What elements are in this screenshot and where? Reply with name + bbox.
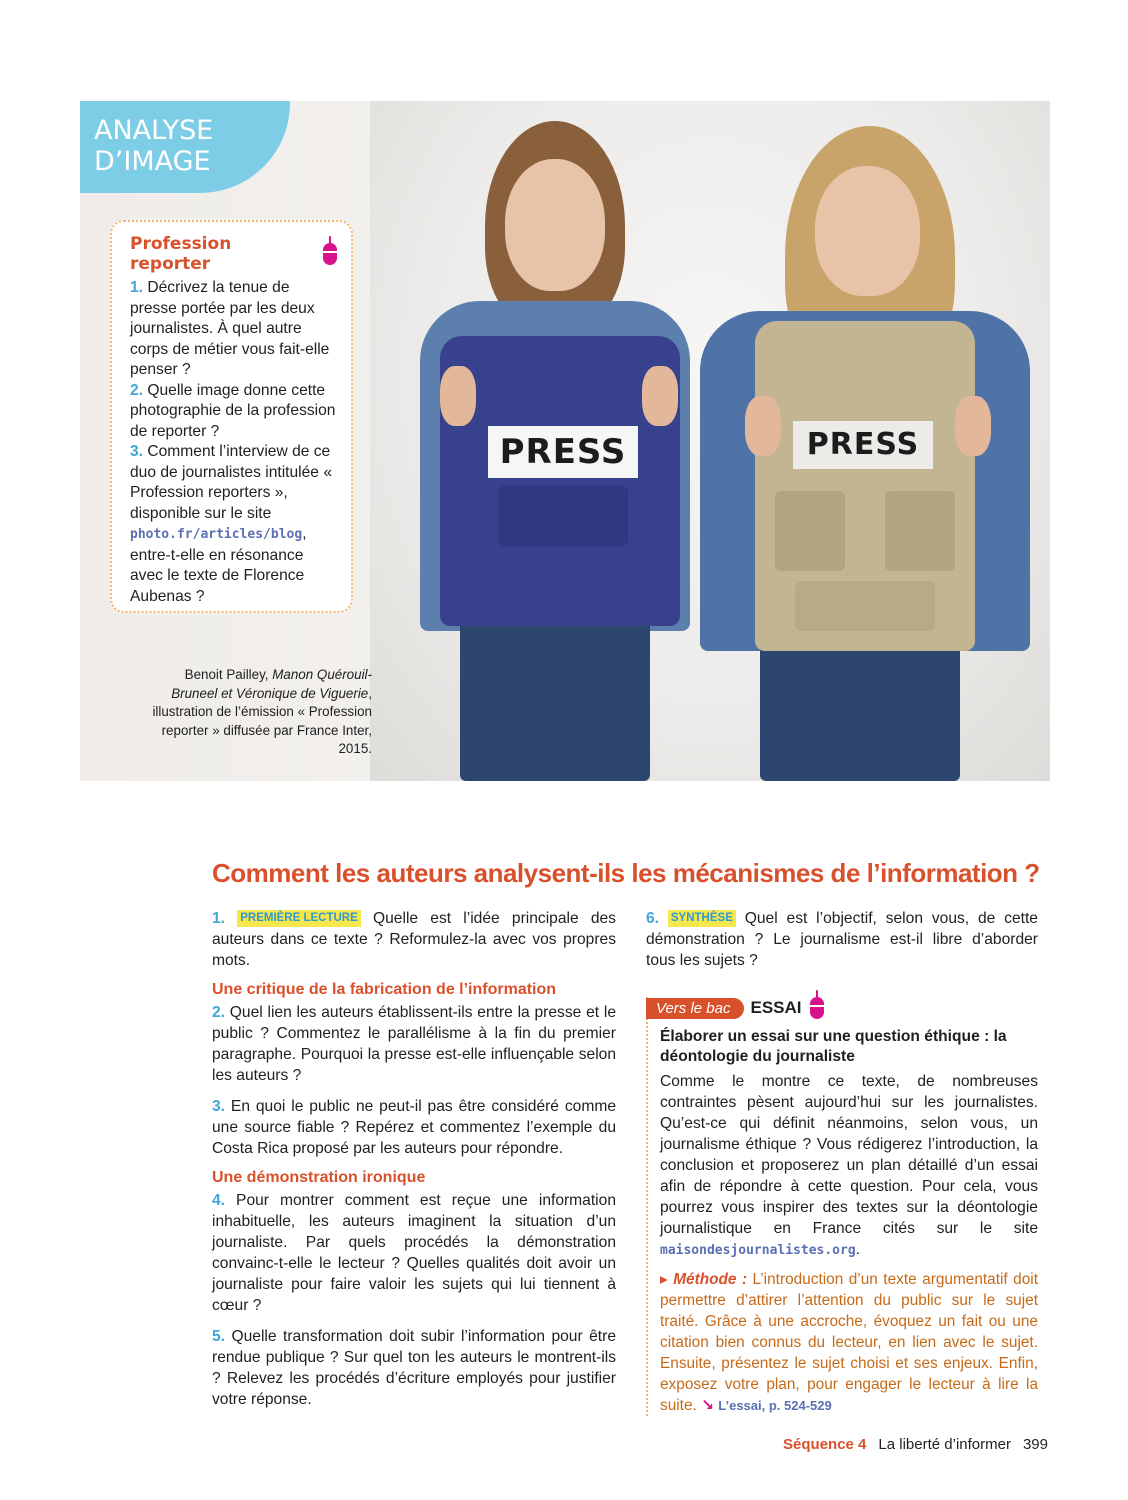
question-number: 4. bbox=[212, 1192, 226, 1209]
arrow-icon: ↘ bbox=[701, 1397, 714, 1414]
question-4 bbox=[212, 1190, 616, 1316]
image-question-2 bbox=[130, 381, 337, 443]
footer-title: La liberté d’informer bbox=[878, 1436, 1011, 1453]
question-3 bbox=[212, 1096, 616, 1159]
caption-rest: , illustration de l’émission « Profession reporter » diffusée par France Inter, 2015. bbox=[152, 685, 372, 756]
questions-right-column bbox=[646, 908, 1038, 1416]
page-number: 399 bbox=[1022, 1436, 1048, 1453]
question-6 bbox=[646, 908, 1038, 971]
subhead-demonstration: Une démonstration ironique bbox=[212, 1169, 426, 1186]
image-questions-box bbox=[110, 220, 353, 613]
maisondesjournalistes-link[interactable]: maisondesjournalistes.org bbox=[660, 1243, 856, 1258]
badge-line-1: ANALYSE bbox=[94, 115, 214, 146]
bac-title: Élaborer un essai sur une question éthique : la déontologie du journaliste bbox=[660, 1028, 1007, 1065]
question-number: 6. bbox=[646, 910, 660, 927]
question-text: Décrivez la tenue de presse portée par les deux journalistes. À quel autre corps de métier vous fait-elle penser ? bbox=[130, 279, 330, 378]
vers-le-bac-box bbox=[646, 997, 1038, 1416]
question-text: En quoi le public ne peut-il pas être considéré comme une source fiable ? Repérez et commentez l’exemple du Costa Rica proposé par les auteurs pour répondre. bbox=[212, 1098, 616, 1157]
question-number: 2. bbox=[130, 381, 144, 399]
question-text: , entre-t-elle en résonance avec le texte de Florence Aubenas ? bbox=[130, 525, 307, 605]
journalist-right bbox=[700, 126, 1030, 781]
footer-sequence: Séquence 4 bbox=[783, 1436, 867, 1453]
box-title-text: Profession reporter bbox=[130, 234, 232, 274]
press-label-left: PRESS bbox=[488, 426, 638, 478]
question-text: Comment l’interview de ce duo de journalistes intitulée « Profession reporters », disponible sur le site bbox=[130, 443, 332, 522]
question-text: Quelle transformation doit subir l’information pour être rendue publique ? Sur quel ton les auteurs le montrent-ils ? Relevez les procédés d’écriture employés pour justifier votre réponse. bbox=[212, 1328, 616, 1408]
question-number: 3. bbox=[130, 443, 144, 460]
question-number: 2. bbox=[212, 1004, 226, 1021]
question-5 bbox=[212, 1326, 616, 1410]
question-text: Quel lien les auteurs établissent-ils entre la presse et le public ? Commentez le parallélisme à la fin du premier paragraphe. Pourquoi la presse est-elle influençable selon les auteurs ? bbox=[212, 1004, 616, 1084]
question-number: 5. bbox=[212, 1328, 226, 1345]
premiere-lecture-tag: PREMIÈRE LECTURE bbox=[237, 910, 361, 927]
question-text: Quelle image donne cette photographie de la profession de reporter ? bbox=[130, 381, 336, 440]
mouse-icon bbox=[323, 243, 337, 265]
mouse-icon bbox=[810, 997, 824, 1019]
press-label-right: PRESS bbox=[793, 421, 933, 469]
bac-text-body: Comme le montre ce texte, de nombreuses contraintes pèsent aujourd’hui sur les journalistes. Qu’est-ce qui définit néanmoins, selon vous, un journalisme éthique ? Vous rédigerez l’introduction, la conclusion et proposerez un plan détaillé d’un essai afin de répondre à cette question. Pour cela, vous pourrez vous inspirer des textes sur la déontologie journalistique en France cités sur le site bbox=[660, 1073, 1038, 1237]
question-text: Quelle est l’idée principale des auteurs dans ce texte ? Reformulez-la avec vos propres mots. bbox=[212, 910, 616, 969]
questions-left-column bbox=[212, 908, 616, 1420]
subhead-critique: Une critique de la fabrication de l’information bbox=[212, 981, 557, 998]
question-number: 1. bbox=[212, 910, 226, 927]
essai-reference-link[interactable]: L’essai, p. 524-529 bbox=[718, 1398, 832, 1413]
beige-press-vest bbox=[755, 321, 975, 651]
section-title: Comment les auteurs analysent-ils les mécanismes de l’information ? bbox=[212, 858, 1040, 888]
badge-line-2: D’IMAGE bbox=[94, 146, 211, 177]
question-2 bbox=[212, 1002, 616, 1086]
synthese-tag: SYNTHÈSE bbox=[668, 910, 736, 927]
journalist-left bbox=[410, 121, 710, 781]
question-number: 3. bbox=[212, 1098, 226, 1115]
image-question-1 bbox=[130, 278, 337, 381]
question-text: Pour montrer comment est reçue une information inhabituelle, les auteurs imaginent la situation d’un journaliste. Par quels procédés la démonstration convainc-t-elle le lecteur ? Quelles qualités doit avoir un journaliste pour faire valoir les sujets qui lui tiennent à cœur ? bbox=[212, 1192, 616, 1314]
question-text: Quel est l’objectif, selon vous, de cette démonstration ? Le journalisme est-il libre d’aborder tous les sujets ? bbox=[646, 910, 1038, 969]
page-footer bbox=[783, 1436, 1048, 1453]
method-note bbox=[660, 1269, 1038, 1416]
vers-le-bac-pill: Vers le bac bbox=[646, 998, 744, 1019]
essai-label: ESSAI bbox=[750, 998, 802, 1017]
question-1 bbox=[212, 908, 616, 971]
caption-author: Benoit Pailley, bbox=[184, 667, 273, 682]
image-question-3 bbox=[130, 442, 337, 607]
bac-text bbox=[660, 1071, 1038, 1261]
caption-title: Manon Quérouil-Bruneel et Véronique de Viguerie bbox=[171, 667, 372, 701]
bac-header bbox=[646, 997, 1038, 1019]
method-text: L’introduction d’un texte argumentatif doit permettre d’attirer l’attention du public sur le sujet traité. Grâce à une accroche, évoquez un fait ou une citation bien connus du lecteur, en lien avec le sujet. Ensuite, présentez le sujet choisi et ses enjeux. Enfin, exposez votre plan, pour engager le lecteur à lire la suite. bbox=[660, 1271, 1038, 1414]
bac-text-end: . bbox=[855, 1241, 861, 1258]
method-label: ▸ Méthode : bbox=[660, 1271, 748, 1288]
question-number: 1. bbox=[130, 279, 144, 296]
box-title bbox=[130, 234, 337, 274]
photo-caption bbox=[150, 666, 372, 759]
blog-link[interactable]: photo.fr/articles/blog bbox=[130, 527, 303, 542]
